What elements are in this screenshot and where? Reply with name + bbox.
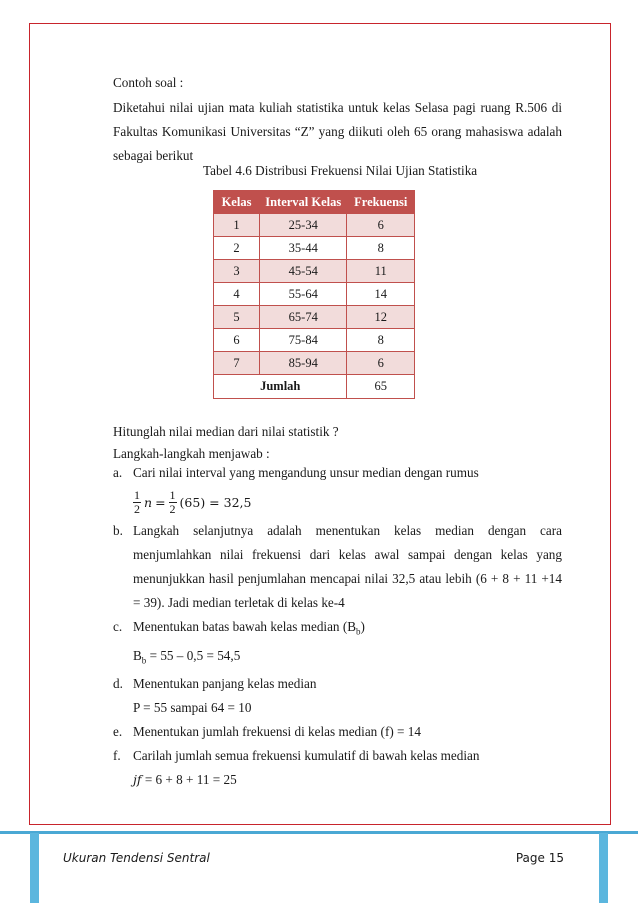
footer-title: Ukuran Tendensi Sentral [63, 851, 210, 865]
cell-frekuensi: 12 [347, 306, 415, 329]
step-a-text: Cari nilai interval yang mengandung unsur median dengan rumus [133, 465, 479, 480]
table-caption: Tabel 4.6 Distribusi Frekuensi Nilai Ujian Statistika [203, 163, 478, 178]
question-text: Hitunglah nilai median dari nilai statistik ? [113, 424, 339, 439]
table-header-row [214, 191, 415, 214]
cell-frekuensi: 8 [347, 237, 415, 260]
table-row [214, 260, 415, 283]
header-frekuensi: Frekuensi [347, 191, 415, 214]
formula-value: (65) = 32,5 [179, 494, 252, 510]
cell-frekuensi: 8 [347, 329, 415, 352]
cell-frekuensi: 6 [347, 214, 415, 237]
cell-interval: 65-74 [260, 306, 347, 329]
table-total-row [214, 375, 415, 399]
cell-interval: 85-94 [260, 352, 347, 375]
step-c-result: $B_b = 55 - 0,5 = 54,5$ [133, 647, 241, 666]
example-heading: Contoh soal : [113, 75, 184, 90]
cell-frekuensi: 14 [347, 283, 415, 306]
cell-kelas: 5 [214, 306, 260, 329]
formula-n: n [144, 494, 153, 510]
step-b: b. Langkah selanjutnya adalah menentukan kelas median dengan cara menjumlahkan nilai frekuensi dari kelas awal sampai dengan kelas yang menunjukkan hasil penjumlahan mencapai nilai 32,5 atau lebih (6 + 8 + 11 +14 = 39). Jadi median terletak di kelas ke-4 [113, 523, 562, 610]
frequency-table [213, 190, 415, 399]
cell-kelas: 4 [214, 283, 260, 306]
step-f-result: jf = 6 + 8 + 11 = 25 [133, 772, 237, 788]
table-row [214, 283, 415, 306]
median-position-formula [133, 485, 251, 519]
cell-interval: 25-34 [260, 214, 347, 237]
table-row [214, 329, 415, 352]
table-row [214, 214, 415, 237]
step-d: d. Menentukan panjang kelas median [113, 676, 317, 692]
footer-tab-left [30, 833, 39, 903]
intro-paragraph: Diketahui nilai ujian mata kuliah statistika untuk kelas Selasa pagi ruang R.506 di Fakultas Komunikasi Universitas “Z” yang diikuti oleh 65 orang mahasiswa adalah sebagai berikut [113, 100, 562, 163]
step-a-marker: a. [113, 465, 123, 480]
total-value: 65 [347, 375, 415, 399]
cell-interval: 45-54 [260, 260, 347, 283]
header-interval: Interval Kelas [260, 191, 347, 214]
total-label: Jumlah [214, 375, 347, 399]
cell-frekuensi: 11 [347, 260, 415, 283]
table-row [214, 306, 415, 329]
table-row [214, 237, 415, 260]
step-a [113, 461, 562, 485]
fraction-half: $\frac{1}{2}$ [134, 487, 140, 516]
step-b-text: Langkah selanjutnya adalah menentukan kelas median dengan cara menjumlahkan nilai frekuensi dari kelas awal sampai dengan kelas yang menunjukkan hasil penjumlahan mencapai nilai 32,5 atau lebih (6 + 8 + 11 +14 = 39). Jadi median terletak di kelas ke-4 [133, 523, 562, 610]
footer-tab-right [599, 833, 608, 903]
cell-frekuensi: 6 [347, 352, 415, 375]
step-d-result: P = 55 sampai 64 = 10 [133, 700, 252, 716]
steps-b-to-f [113, 519, 562, 792]
cell-kelas: 1 [214, 214, 260, 237]
cell-kelas: 7 [214, 352, 260, 375]
footer-divider [0, 831, 638, 834]
fraction-half-2: $\frac{1}{2}$ [169, 487, 176, 516]
header-kelas: Kelas [214, 191, 260, 214]
step-f: f. Carilah jumlah semua frekuensi kumulatif di bawah kelas median [113, 748, 480, 764]
cell-interval: 35-44 [260, 237, 347, 260]
cell-kelas: 6 [214, 329, 260, 352]
table-row [214, 352, 415, 375]
cell-kelas: 3 [214, 260, 260, 283]
page-number: Page 15 [515, 851, 564, 865]
steps-title: Langkah-langkah menjawab : [113, 446, 270, 461]
step-c: c. Menentukan batas bawah kelas median $(B_b)$ [113, 619, 365, 637]
step-e: e. Menentukan jumlah frekuensi di kelas median (f) = 14 [113, 724, 421, 740]
cell-kelas: 2 [214, 237, 260, 260]
cell-interval: 55-64 [260, 283, 347, 306]
cell-interval: 75-84 [260, 329, 347, 352]
formula-equals: = [155, 494, 166, 510]
